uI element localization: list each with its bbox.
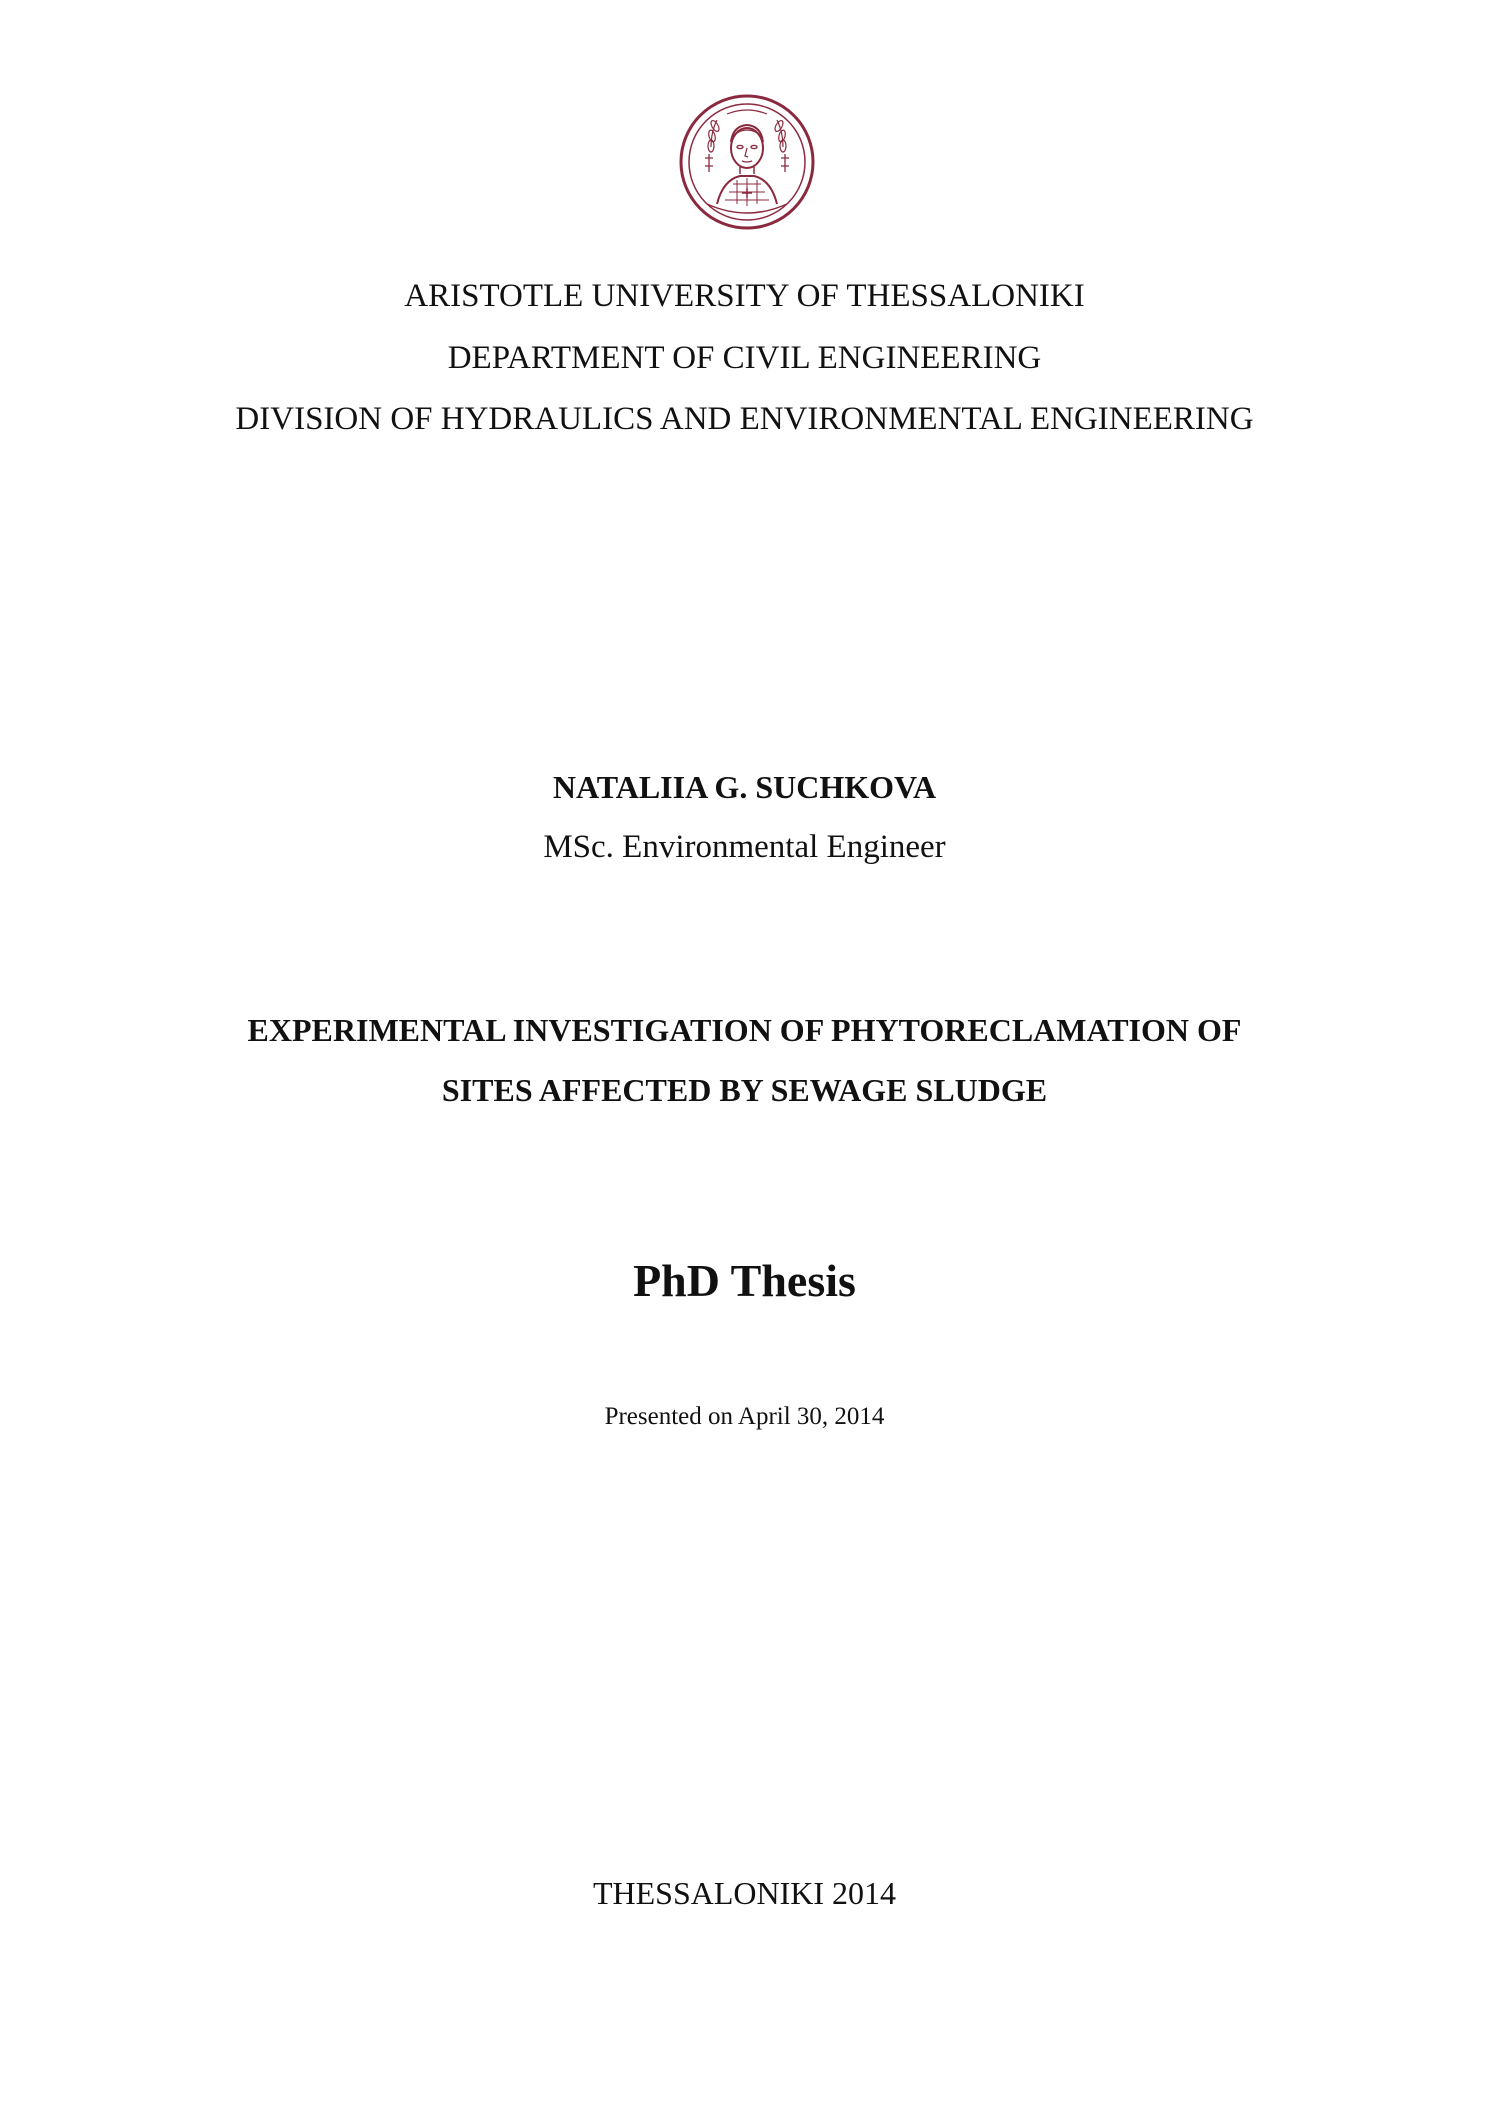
thesis-type: PhD Thesis [633,1255,856,1306]
author-degree: MSc. Environmental Engineer [543,829,946,865]
place-year: THESSALONIKI 2014 [592,1875,897,1911]
presentation-date: Presented on April 30, 2014 [604,1403,885,1430]
thesis-title-line-2: SITES AFFECTED BY SEWAGE SLUDGE [441,1072,1048,1108]
university-seal-icon [677,92,817,232]
thesis-title-line-1: EXPERIMENTAL INVESTIGATION OF PHYTORECLAMATION OF [247,1012,1242,1048]
department-name: DEPARTMENT OF CIVIL ENGINEERING [447,340,1042,376]
university-name: ARISTOTLE UNIVERSITY OF THESSALONIKI [404,278,1085,314]
division-name: DIVISION OF HYDRAULICS AND ENVIRONMENTAL ENGINEERING [235,401,1254,437]
author-name: NATALIIA G. SUCHKOVA [552,769,937,805]
